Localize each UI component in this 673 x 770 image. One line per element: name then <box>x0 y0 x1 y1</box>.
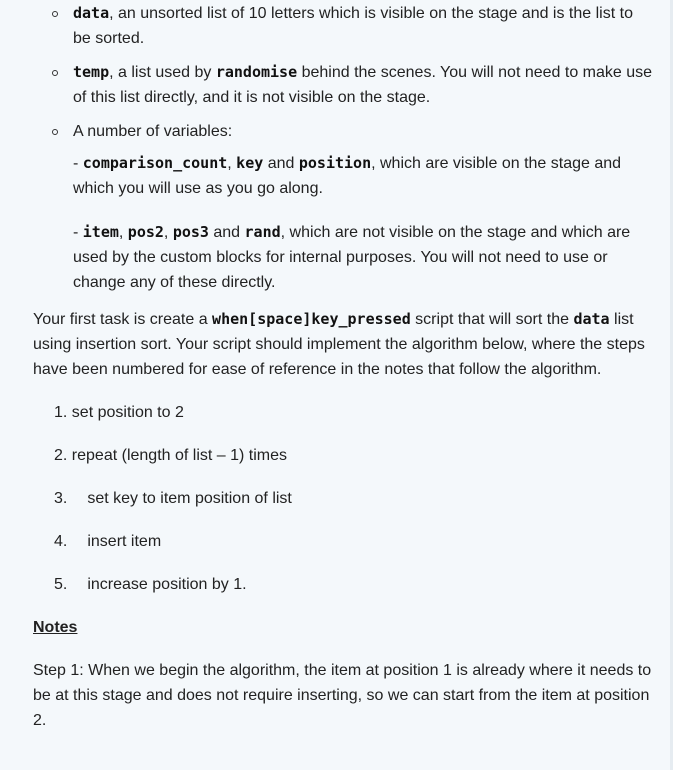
code-key: key <box>236 154 264 172</box>
visible-variables-paragraph <box>73 151 653 201</box>
variable-bullet-list <box>33 1 653 295</box>
step-4 <box>54 529 653 554</box>
code-randomise: randomise <box>215 63 298 81</box>
text-fragment: and <box>208 224 245 241</box>
code-item: item <box>82 223 119 241</box>
notes-heading: Notes <box>33 619 78 636</box>
step-1 <box>54 400 653 425</box>
text-fragment: list using insertion sort. Your script should implement the algorithm below, where the steps have been numbered for ease of reference in the notes that follow the algorithm. <box>33 311 645 378</box>
bullet-text: , an unsorted list of 10 letters which is visible on the stage and is the list to be sorted. <box>73 5 633 47</box>
code-data: data <box>73 4 110 22</box>
code-data: data <box>573 310 610 328</box>
text-fragment: and <box>263 155 299 172</box>
bullet-text: A number of variables: <box>73 123 233 140</box>
step-number: 4. <box>54 533 68 550</box>
code-when-space-key-pressed: when[space]key_pressed <box>212 310 411 328</box>
step-5 <box>54 572 653 597</box>
code-pos3: pos3 <box>172 223 209 241</box>
text-fragment: script that will sort the <box>410 311 574 328</box>
text-fragment: , which are visible on the stage and which you will use as you go along. <box>73 155 622 197</box>
code-pos2: pos2 <box>127 223 164 241</box>
bullet-item-data <box>73 1 653 51</box>
bullet-text: , a list used by <box>109 64 216 81</box>
code-position: position <box>298 154 372 172</box>
task-intro-paragraph <box>33 307 653 382</box>
text-fragment: , <box>118 224 128 241</box>
step-text: set position to 2 <box>71 404 184 421</box>
step-text: increase position by 1. <box>87 576 247 593</box>
dash: - <box>73 155 83 172</box>
notes-paragraph: Step 1: When we begin the algorithm, the item at position 1 is already where it needs to be at this stage and does not require inserting, so we can start from the item at position 2. <box>33 662 652 729</box>
step-number: 2. <box>54 447 68 464</box>
bullet-text: behind the scenes. You will not need to make use of this list directly, and it is not visible on the stage. <box>73 64 653 106</box>
bullet-item-variables <box>73 119 653 295</box>
bullet-item-temp <box>73 60 653 110</box>
code-temp: temp <box>73 63 110 81</box>
text-fragment: , <box>163 224 173 241</box>
algorithm-steps <box>33 400 653 597</box>
step-text: set key to item position of list <box>87 490 292 507</box>
step-number: 1. <box>54 404 68 421</box>
text-fragment: , which are not visible on the stage and which are used by the custom blocks for internal purposes. You will not need to use or change any of these directly. <box>73 224 631 291</box>
dash: - <box>73 224 83 241</box>
step-2 <box>54 443 653 468</box>
step-3 <box>54 486 653 511</box>
text-fragment: Your first task is create a <box>33 311 213 328</box>
hidden-variables-paragraph <box>73 220 653 295</box>
step-text: insert item <box>87 533 162 550</box>
step-number: 5. <box>54 576 68 593</box>
step-text: repeat (length of list – 1) times <box>71 447 288 464</box>
code-comparison-count: comparison_count <box>82 154 228 172</box>
step-number: 3. <box>54 490 68 507</box>
text-fragment: , <box>227 155 237 172</box>
code-rand: rand <box>244 223 281 241</box>
